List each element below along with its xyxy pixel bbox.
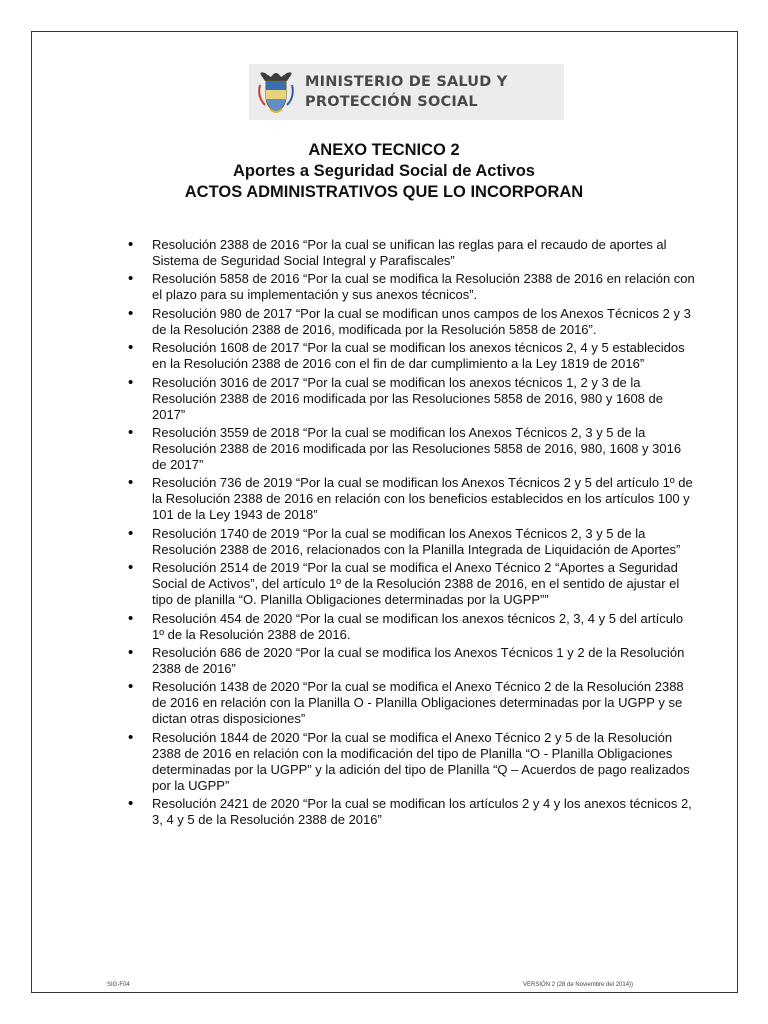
ministry-logo	[249, 64, 564, 120]
list-item: • Resolución 1438 de 2020 “Por la cual se modifica el Anexo Técnico 2 de la Resolución 2388 de 2016 en relación con la Planilla O - Planilla Obligaciones determinadas por la UGPP y se dictan otras disposiciones”	[152, 679, 698, 727]
title-annex: ANEXO TECNICO 2	[308, 141, 460, 159]
list-item: • Resolución 5858 de 2016 “Por la cual se modifica la Resolución 2388 de 2016 en relación con el plazo para su implementación y sus anexos técnicos”.	[152, 271, 698, 303]
resolutions-list	[152, 237, 698, 830]
list-item: • Resolución 1844 de 2020 “Por la cual se modifica el Anexo Técnico 2 y 5 de la Resolución 2388 de 2016 en relación con la modificación del tipo de Planilla “O - Planilla Obligaciones determinadas por la UGPP” y la adición del tipo de Planilla “Q – Acuerdos de pago realizados por la UGPP”	[152, 730, 698, 794]
title-subject: Aportes a Seguridad Social de Activos	[233, 162, 535, 180]
list-item: • Resolución 736 de 2019 “Por la cual se modifican los Anexos Técnicos 2 y 5 del artículo 1º de la Resolución 2388 de 2016 en relación con los beneficios establecidos en los artículos 100 y 101 de la Ley 1943 de 2018”	[152, 475, 698, 523]
footer-version: VERSIÓN 2 (28 de Noviembre del 2014))	[523, 982, 634, 988]
ministry-name-line2: PROTECCIÓN SOCIAL	[305, 94, 478, 110]
list-item: • Resolución 2388 de 2016 “Por la cual se unifican las reglas para el recaudo de aportes al Sistema de Seguridad Social Integral y Parafiscales”	[152, 237, 698, 269]
title-acts: ACTOS ADMINISTRATIVOS QUE LO INCORPORAN	[184, 183, 584, 201]
list-item: • Resolución 3559 de 2018 “Por la cual se modifican los Anexos Técnicos 2, 3 y 5 de la Resolución 2388 de 2016 modificada por las Resoluciones 5858 de 2016, 980, 1608 y 3016 de 2017”	[152, 425, 698, 473]
ministry-name-line1: MINISTERIO DE SALUD Y	[305, 74, 508, 90]
footer-form-code: SIG-F04	[107, 982, 130, 988]
list-item: • Resolución 454 de 2020 “Por la cual se modifican los anexos técnicos 2, 3, 4 y 5 del artículo 1º de la Resolución 2388 de 2016.	[152, 611, 698, 643]
list-item: • Resolución 980 de 2017 “Por la cual se modifican unos campos de los Anexos Técnicos 2 y 3 de la Resolución 2388 de 2016, modificada por la Resolución 5858 de 2016”.	[152, 306, 698, 338]
list-item: • Resolución 686 de 2020 “Por la cual se modifica los Anexos Técnicos 1 y 2 de la Resolución 2388 de 2016”	[152, 645, 698, 677]
list-item: • Resolución 2421 de 2020 “Por la cual se modifican los artículos 2 y 4 y los anexos técnicos 2, 3, 4 y 5 de la Resolución 2388 de 2016”	[152, 796, 698, 828]
document-titles	[0, 140, 768, 203]
list-item: • Resolución 1608 de 2017 “Por la cual se modifican los anexos técnicos 2, 4 y 5 establecidos en la Resolución 2388 de 2016 con el fin de dar cumplimiento a la Ley 1819 de 2016”	[152, 340, 698, 372]
list-item: • Resolución 3016 de 2017 “Por la cual se modifican los anexos técnicos 1, 2 y 3 de la Resolución 2388 de 2016 modificada por las Resoluciones 5858 de 2016, 980 y 1608 de 2017”	[152, 375, 698, 423]
colombia-coat-of-arms-icon	[257, 69, 295, 115]
list-item: • Resolución 1740 de 2019 “Por la cual se modifican los Anexos Técnicos 2, 3 y 5 de la Resolución 2388 de 2016, relacionados con la Planilla Integrada de Liquidación de Aportes”	[152, 526, 698, 558]
list-item: • Resolución 2514 de 2019 “Por la cual se modifica el Anexo Técnico 2 “Aportes a Seguridad Social de Activos”, del artículo 1º de la Resolución 2388 de 2016, en el sentido de ajustar el tipo de planilla “O. Planilla Obligaciones determinadas por la UGPP””	[152, 560, 698, 608]
